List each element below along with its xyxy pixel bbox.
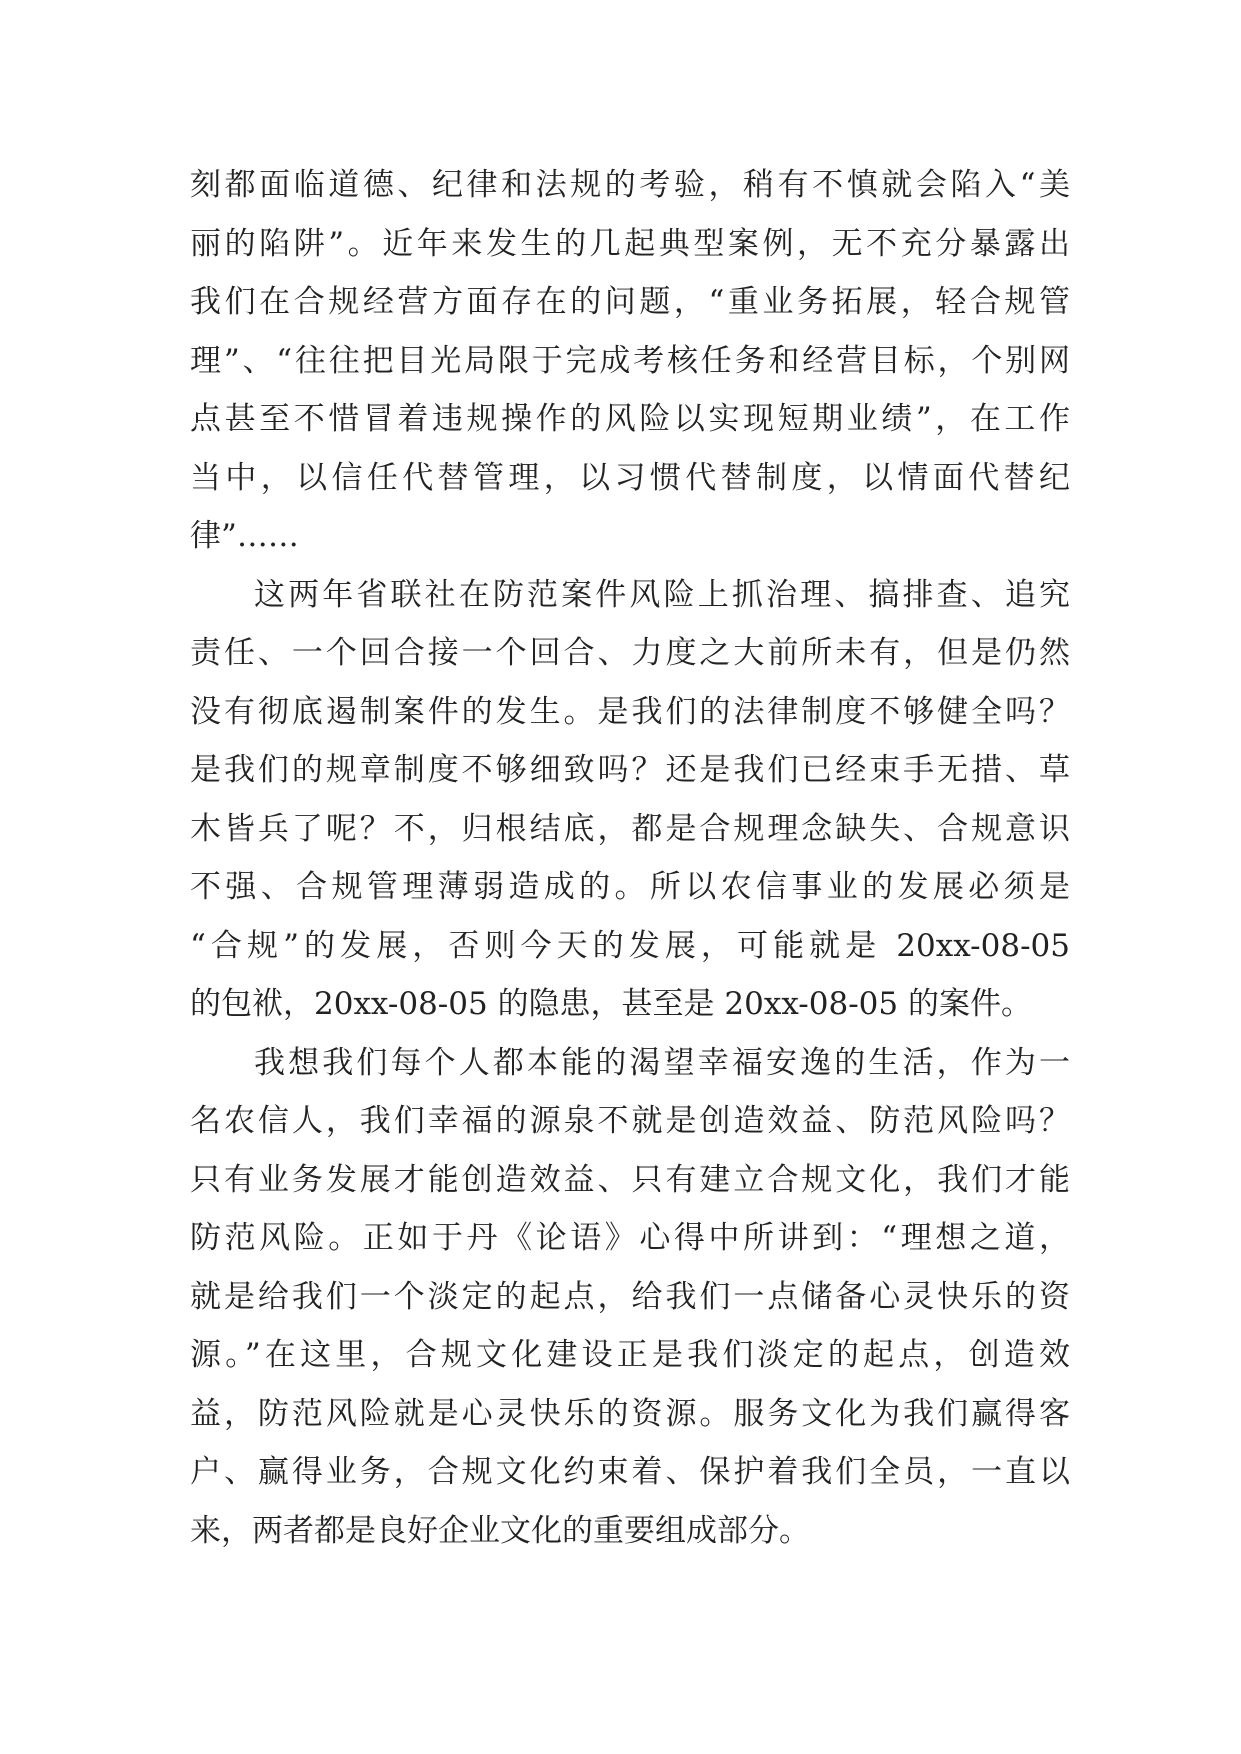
paragraph-3-line-9: 来，两者都是良好企业文化的重要组成部分。 [190, 1512, 810, 1549]
paragraph-3-line-1: 我想我们每个人都本能的渴望幸福安逸的生活，作为一 [254, 1044, 1070, 1081]
paragraph-1-line-3: 我们在合规经营方面存在的问题，“重业务拓展，轻合规管 [190, 284, 1070, 320]
paragraph-1-line-4: 理”、“往往把目光局限于完成考核任务和经营目标，个别网 [190, 342, 1070, 379]
paragraph-3-line-6: 源。”在这里，合规文化建设正是我们淡定的起点，创造效 [190, 1337, 1070, 1373]
paragraph-2-line-5: 木皆兵了呢？不，归根结底，都是合规理念缺失、合规意识 [190, 810, 1070, 847]
paragraph-2-line-2: 责任、一个回合接一个回合、力度之大前所未有，但是仍然 [190, 635, 1070, 671]
paragraph-3-line-7: 益，防范风险就是心灵快乐的资源。服务文化为我们赢得客 [190, 1395, 1070, 1432]
paragraph-3-line-4: 防范风险。正如于丹《论语》心得中所讲到：“理想之道， [190, 1220, 1070, 1256]
paragraph-1-line-6: 当中，以信任代替管理，以习惯代替制度，以情面代替纪 [190, 459, 1070, 496]
paragraph-1-line-7: 律”…… [190, 518, 299, 554]
document-body [190, 156, 1070, 1560]
paragraph-2-line-3: 没有彻底遏制案件的发生。是我们的法律制度不够健全吗？ [190, 693, 1070, 730]
paragraph-1-line-2: 丽的陷阱”。近年来发生的几起典型案例，无不充分暴露出 [190, 225, 1070, 262]
paragraph-2-line-4: 是我们的规章制度不够细致吗？还是我们已经束手无措、草 [190, 752, 1070, 788]
paragraph-3-line-8: 户、赢得业务，合规文化约束着、保护着我们全员，一直以 [190, 1454, 1070, 1490]
paragraph-1-line-5: 点甚至不惜冒着违规操作的风险以实现短期业绩”，在工作 [190, 401, 1070, 437]
paragraph-3-line-2: 名农信人，我们幸福的源泉不就是创造效益、防范风险吗？ [190, 1103, 1070, 1139]
paragraph-2-line-8: 的包袱，20xx-08-05 的隐患，甚至是 20xx-08-05 的案件。 [190, 986, 1032, 1022]
paragraph-2-line-7: “合规”的发展，否则今天的发展，可能就是 20xx-08-05 [190, 927, 1070, 964]
paragraph-2-line-6: 不强、合规管理薄弱造成的。所以农信事业的发展必须是 [190, 869, 1070, 905]
paragraph-1-line-1: 刻都面临道德、纪律和法规的考验，稍有不慎就会陷入“美 [190, 167, 1070, 203]
paragraph-3-line-5: 就是给我们一个淡定的起点，给我们一点储备心灵快乐的资 [190, 1278, 1070, 1315]
paragraph-3-line-3: 只有业务发展才能创造效益、只有建立合规文化，我们才能 [190, 1161, 1070, 1198]
paragraph-2-line-1: 这两年省联社在防范案件风险上抓治理、搞排查、追究 [254, 576, 1070, 613]
